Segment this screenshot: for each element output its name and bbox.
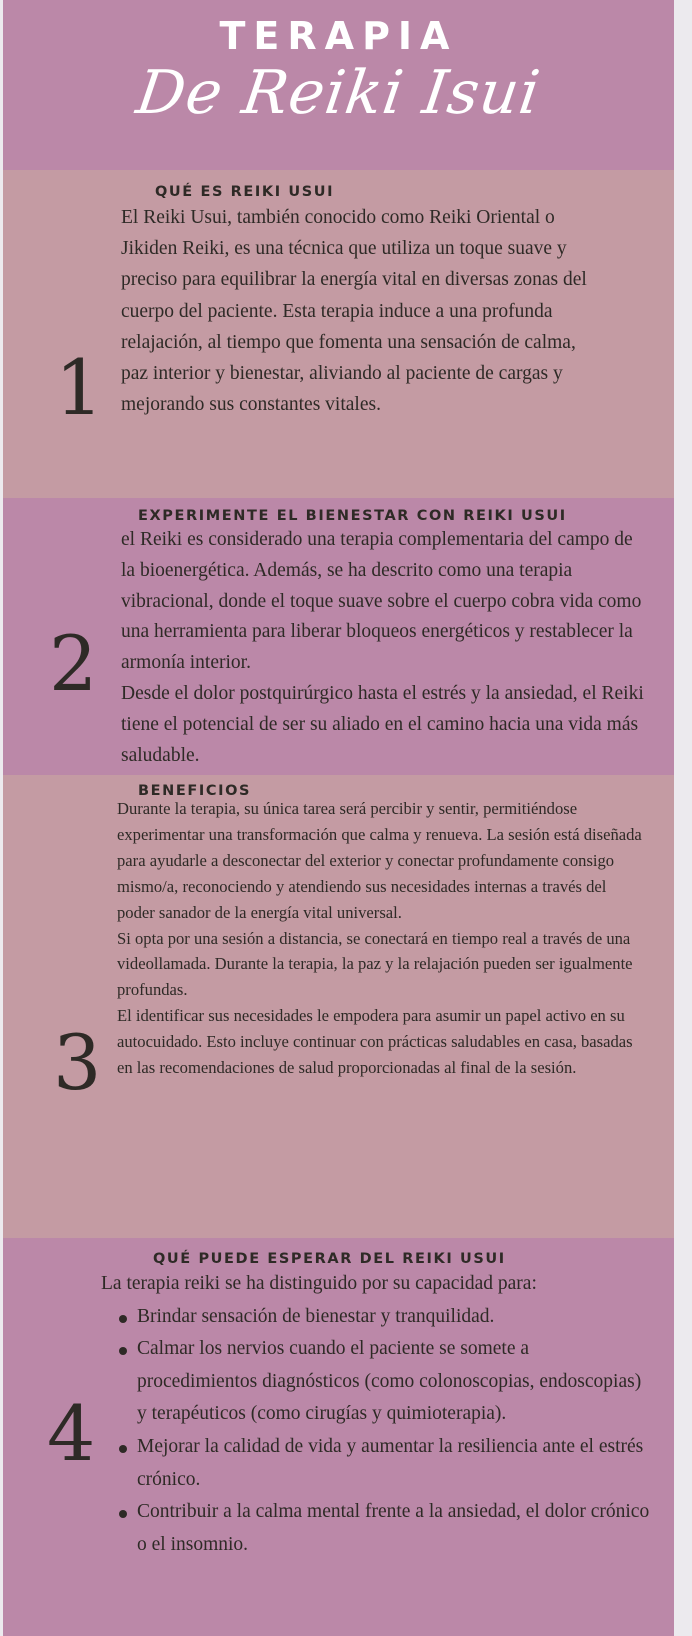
section-heading: BENEFICIOS	[138, 783, 252, 799]
section-heading: QUÉ PUEDE ESPERAR DEL REIKI USUI	[153, 1251, 506, 1267]
section-heading: QUÉ ES REIKI USUI	[155, 184, 335, 200]
section-body	[101, 1268, 653, 1561]
list-item: Brindar sensación de bienestar y tranquilidad.	[101, 1301, 653, 1334]
section-number: 1	[55, 343, 104, 432]
header	[3, 0, 674, 170]
paragraph: el Reiki es considerado una terapia complementaria del campo de la bioenergética. Además, se ha descrito como una terapia vibracional, donde el toque suave sobre el cuerpo cobra vida como una herramienta para liberar bloqueos energéticos y restablecer la armonía interior.	[121, 529, 642, 674]
list-item: Calmar los nervios cuando el paciente se somete a procedimientos diagnósticos (como colonoscopias, endoscopias) y terapéuticos (como cirugías y quimioterapia).	[101, 1333, 653, 1431]
benefit-list	[101, 1301, 653, 1562]
section-1	[3, 170, 674, 498]
section-number: 3	[53, 1018, 102, 1107]
section-body	[121, 202, 591, 420]
section-body	[117, 796, 647, 1081]
section-body	[121, 525, 649, 771]
title-script: De Reiki Isui	[132, 58, 545, 128]
infographic	[3, 0, 674, 1636]
section-heading: EXPERIMENTE EL BIENESTAR CON REIKI USUI	[138, 508, 567, 524]
title-top: TERAPIA	[219, 14, 458, 58]
paragraph: El identificar sus necesidades le empodera para asumir un papel activo en su autocuidado. Esto incluye continuar con prácticas saludables en casa, basadas en las recomendaciones de salud proporcionadas al final de la sesión.	[117, 1006, 633, 1078]
section-2	[3, 498, 674, 775]
list-item: Mejorar la calidad de vida y aumentar la resiliencia ante el estrés crónico.	[101, 1431, 653, 1496]
list-item: Contribuir a la calma mental frente a la ansiedad, el dolor crónico o el insomnio.	[101, 1496, 653, 1561]
paragraph: Desde el dolor postquirúrgico hasta el estrés y la ansiedad, el Reiki tiene el potencial de ser su aliado en el camino hacia una vida más saludable.	[121, 682, 644, 766]
section-3	[3, 775, 674, 1238]
section-number: 4	[47, 1389, 96, 1478]
paragraph: Si opta por una sesión a distancia, se conectará en tiempo real a través de una videollamada. Durante la terapia, la paz y la relajación pueden ser igualmente profundas.	[117, 928, 633, 1000]
paragraph: Durante la terapia, su única tarea será percibir y sentir, permitiéndose experimentar una transformación que calma y renueva. La sesión está diseñada para ayudarle a desconectar del exterior y conectar profundamente consigo mismo/a, reconociendo y atendiendo sus necesidades internas a través del poder sanador de la energía vital universal.	[117, 799, 642, 922]
paragraph: El Reiki Usui, también conocido como Reiki Oriental o Jikiden Reiki, es una técnica que utiliza un toque suave y preciso para equilibrar la energía vital en diversas zonas del cuerpo del paciente. Esta terapia induce a una profunda relajación, al tiempo que fomenta una sensación de calma, paz interior y bienestar, aliviando al paciente de cargas y mejorando sus constantes vitales.	[121, 207, 587, 416]
section-4	[3, 1238, 674, 1636]
section-number: 2	[49, 619, 98, 708]
intro-text: La terapia reiki se ha distinguido por su capacidad para:	[101, 1273, 537, 1294]
